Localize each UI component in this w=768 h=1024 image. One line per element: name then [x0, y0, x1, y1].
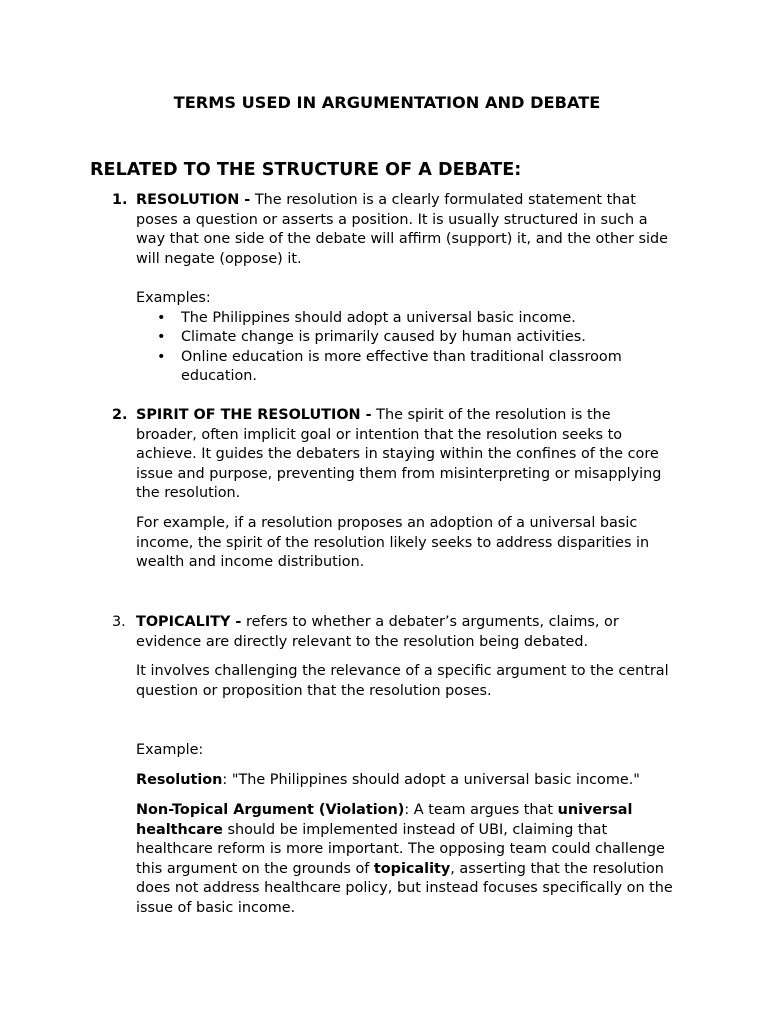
document-title: TERMS USED IN ARGUMENTATION AND DEBATE	[173, 93, 601, 112]
list-item-topicality	[112, 613, 676, 652]
term-resolution: RESOLUTION -	[136, 192, 251, 208]
bullet-icon: •	[157, 309, 166, 326]
spirit-definition	[136, 406, 676, 504]
item-number: 2.	[112, 407, 128, 423]
definition-text: The resolution is a clearly formulated statement that poses a question or asserts a position. It is usually structured in such a way that one side of the debate will affirm (support) it, and the other side will negate (oppose) it.	[136, 192, 668, 267]
resolution-example	[136, 771, 676, 791]
list-item-resolution	[112, 191, 676, 269]
non-topical-argument: Non-Topical Argument (Violation): A team argues that universal healthcare should be implemented instead of UBI, claiming that healthcare reform is more important. The opposing team could challenge this argument on the grounds of topicality, asserting that the resolution does not address healthcare policy, but instead focuses specifically on the issue of basic income.	[136, 802, 673, 916]
term-topicality: TOPICALITY -	[136, 614, 242, 630]
item-number: 3.	[112, 614, 126, 630]
list-item: • Online education is more effective than traditional classroom education.	[157, 348, 622, 385]
topicality-paragraph: It involves challenging the relevance of a specific argument to the central question or proposition that the resolution poses.	[136, 663, 669, 699]
item-number: 1.	[112, 192, 128, 208]
definition-text: The spirit of the resolution is the broader, often implicit goal or intention that the resolution seeks to achieve. It guides the debaters in staying within the confines of the core issue and purpose, preventing them from misinterpreting or misapplying the resolution.	[136, 407, 662, 502]
spirit-example-paragraph: For example, if a resolution proposes an adoption of a universal basic income, the spirit of the resolution likely seeks to address disparities in wealth and income distribution.	[136, 515, 650, 571]
term-spirit-of-the-resolution: SPIRIT OF THE RESOLUTION -	[136, 407, 372, 423]
bullet-icon: •	[157, 348, 166, 365]
examples-list	[136, 309, 676, 387]
list-item-spirit-of-the-resolution	[112, 406, 676, 504]
list-item: • The Philippines should adopt a universal basic income.	[136, 309, 676, 329]
emphasis-universal-healthcare: universal healthcare	[136, 802, 633, 838]
bullet-icon: •	[157, 329, 166, 346]
emphasis-topicality: topicality	[373, 860, 451, 877]
definition-text: refers to whether a debater’s arguments, claims, or evidence are directly relevant to the resolution being debated.	[136, 614, 619, 650]
non-topical-label: Non-Topical Argument (Violation)	[136, 802, 405, 818]
resolution-label: Resolution	[136, 772, 223, 788]
topicality-definition	[136, 613, 676, 652]
section-heading: RELATED TO THE STRUCTURE OF A DEBATE:	[90, 160, 522, 180]
resolution-text: : "The Philippines should adopt a universal basic income."	[222, 772, 640, 788]
resolution-definition	[136, 191, 676, 269]
list-item: • Climate change is primarily caused by human activities.	[136, 328, 676, 348]
examples-label: Examples:	[136, 290, 211, 306]
example-label: Example:	[136, 742, 204, 758]
examples-block	[136, 289, 676, 387]
